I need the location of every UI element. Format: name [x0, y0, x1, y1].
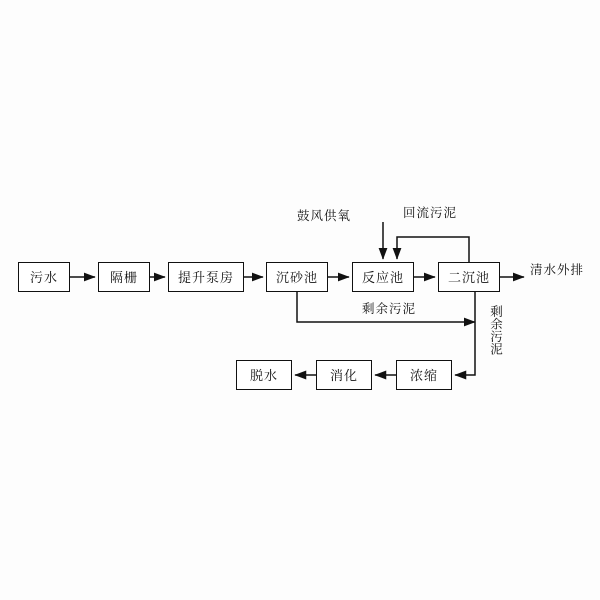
- node-wastewater[interactable]: [18, 262, 70, 292]
- label-effluent-discharge: 清水外排: [530, 263, 585, 277]
- node-label: 污水: [29, 269, 58, 285]
- label-excess-sludge-vertical: 剩余污泥: [488, 305, 503, 355]
- node-label: 提升泵房: [177, 269, 234, 285]
- node-label: 隔栅: [109, 269, 138, 285]
- node-digestion[interactable]: [316, 360, 372, 390]
- label-return-sludge: 回流污泥: [403, 206, 458, 220]
- node-thickening[interactable]: [396, 360, 452, 390]
- node-grille[interactable]: [98, 262, 150, 292]
- node-label: 反应池: [361, 269, 404, 285]
- label-excess-sludge: 剩余污泥: [362, 302, 417, 316]
- node-label: 二沉池: [447, 269, 490, 285]
- node-grit-chamber[interactable]: [266, 262, 328, 292]
- label-aeration-supply: 鼓风供氧: [297, 209, 352, 223]
- node-secondary-clarifier[interactable]: [438, 262, 500, 292]
- node-label: 浓缩: [409, 367, 438, 383]
- watermark-text: [245, 138, 365, 160]
- node-pump-house[interactable]: [168, 262, 244, 292]
- node-dewatering[interactable]: [236, 360, 292, 390]
- node-label: 沉砂池: [275, 269, 318, 285]
- node-reaction-tank[interactable]: [352, 262, 414, 292]
- node-label: 消化: [329, 367, 358, 383]
- node-label: 脱水: [249, 367, 278, 383]
